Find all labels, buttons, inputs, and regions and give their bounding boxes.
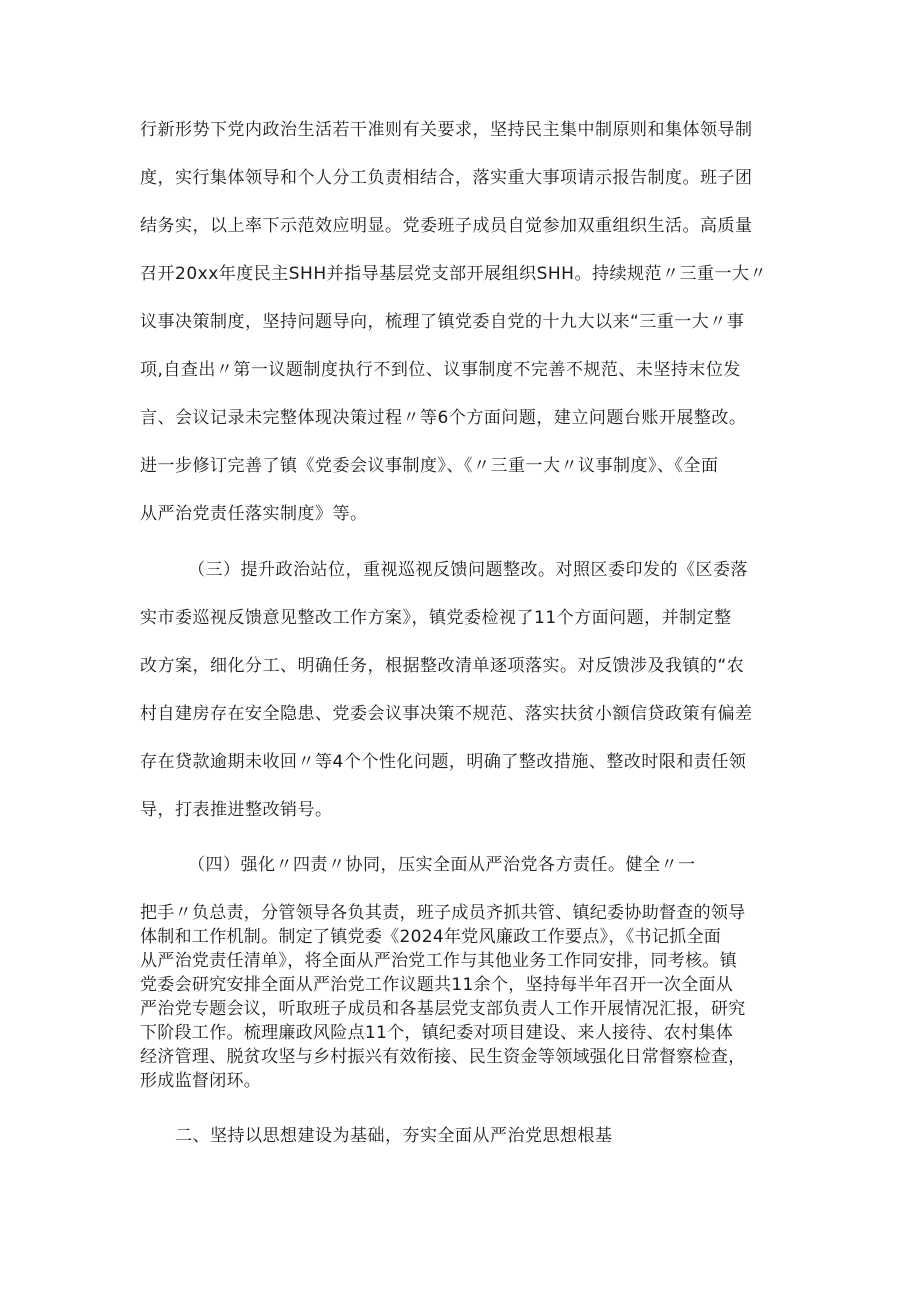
paragraph-line: （三）提升政治站位，重视巡视反馈问题整改。对照区委印发的《区委落 — [188, 560, 748, 580]
paragraph-line: 经济管理、脱贫攻坚与乡村振兴有效衔接、民生资金等领域强化日常督察检查， — [140, 1047, 746, 1067]
paragraph-line: 改方案，细化分工、明确任务，根据整改清单逐项落实。对反馈涉及我镇的“农 — [140, 656, 745, 676]
paragraph-line: 进一步修订完善了镇《党委会议事制度》、《〃三重一大〃议事制度》、《全面 — [140, 456, 719, 476]
paragraph-line: 召开20xx年度民主SHH并指导基层党支部开展组织SHH。持续规范〃三重一大〃 — [140, 264, 767, 284]
section-heading: 二、坚持以思想建设为基础，夯实全面从严治党思想根基 — [175, 1126, 613, 1146]
paragraph-line: 党委会研究安排全面从严治党工作议题共11余个，坚持每半年召开一次全面从 — [140, 975, 734, 995]
paragraph-line: 行新形势下党内政治生活若干准则有关要求，坚持民主集中制原则和集体领导制 — [140, 120, 753, 140]
paragraph-line: 实市委巡视反馈意见整改工作方案》，镇党委检视了11个方面问题，并制定整 — [140, 608, 732, 628]
paragraph-line: 言、会议记录未完整体现决策过程〃等6个方面问题，建立问题台账开展整改。 — [140, 408, 747, 428]
paragraph-line: 体制和工作机制。制定了镇党委《2024年党风廉政工作要点》，《书记抓全面 — [140, 927, 722, 947]
paragraph-line: 把手〃负总责，分管领导各负其责，班子成员齐抓共管、镇纪委协助督查的领导 — [140, 903, 746, 923]
paragraph-line: 存在贷款逾期未收回〃等4个个性化问题，明确了整改措施、整改时限和责任领 — [140, 752, 747, 772]
paragraph-line: 度，实行集体领导和个人分工负责相结合，落实重大事项请示报告制度。班子团 — [140, 168, 753, 188]
paragraph-line: 形成监督闭环。 — [140, 1071, 262, 1091]
paragraph-line: 从严治党责任清单》，将全面从严治党工作与其他业务工作同安排，同考核。镇 — [140, 951, 737, 971]
paragraph-line: 项,自查出〃第一议题制度执行不到位、议事制度不完善不规范、未坚持末位发 — [140, 360, 741, 380]
paragraph-line: 导，打表推进整改销号。 — [140, 800, 333, 820]
paragraph-heading-line: （四）强化〃四责〃协同，压实全面从严治党各方责任。健全〃一 — [188, 855, 696, 875]
paragraph-line: 村自建房存在安全隐患、党委会议事决策不规范、落实扶贫小额信贷政策有偏差 — [140, 704, 753, 724]
paragraph-line: 结务实，以上率下示范效应明显。党委班子成员自觉参加双重组织生活。高质量 — [140, 216, 753, 236]
paragraph-line: 下阶段工作。梳理廉政风险点11个，镇纪委对项目建设、来人接待、农村集体 — [140, 1023, 734, 1043]
paragraph-line: 从严治党责任落实制度》等。 — [140, 504, 368, 524]
paragraph-line: 议事决策制度，坚持问题导向，梳理了镇党委自党的十九大以来“三重一大〃事 — [140, 312, 745, 332]
paragraph-line: 严治党专题会议，听取班子成员和各基层党支部负责人工作开展情况汇报，研究 — [140, 999, 746, 1019]
